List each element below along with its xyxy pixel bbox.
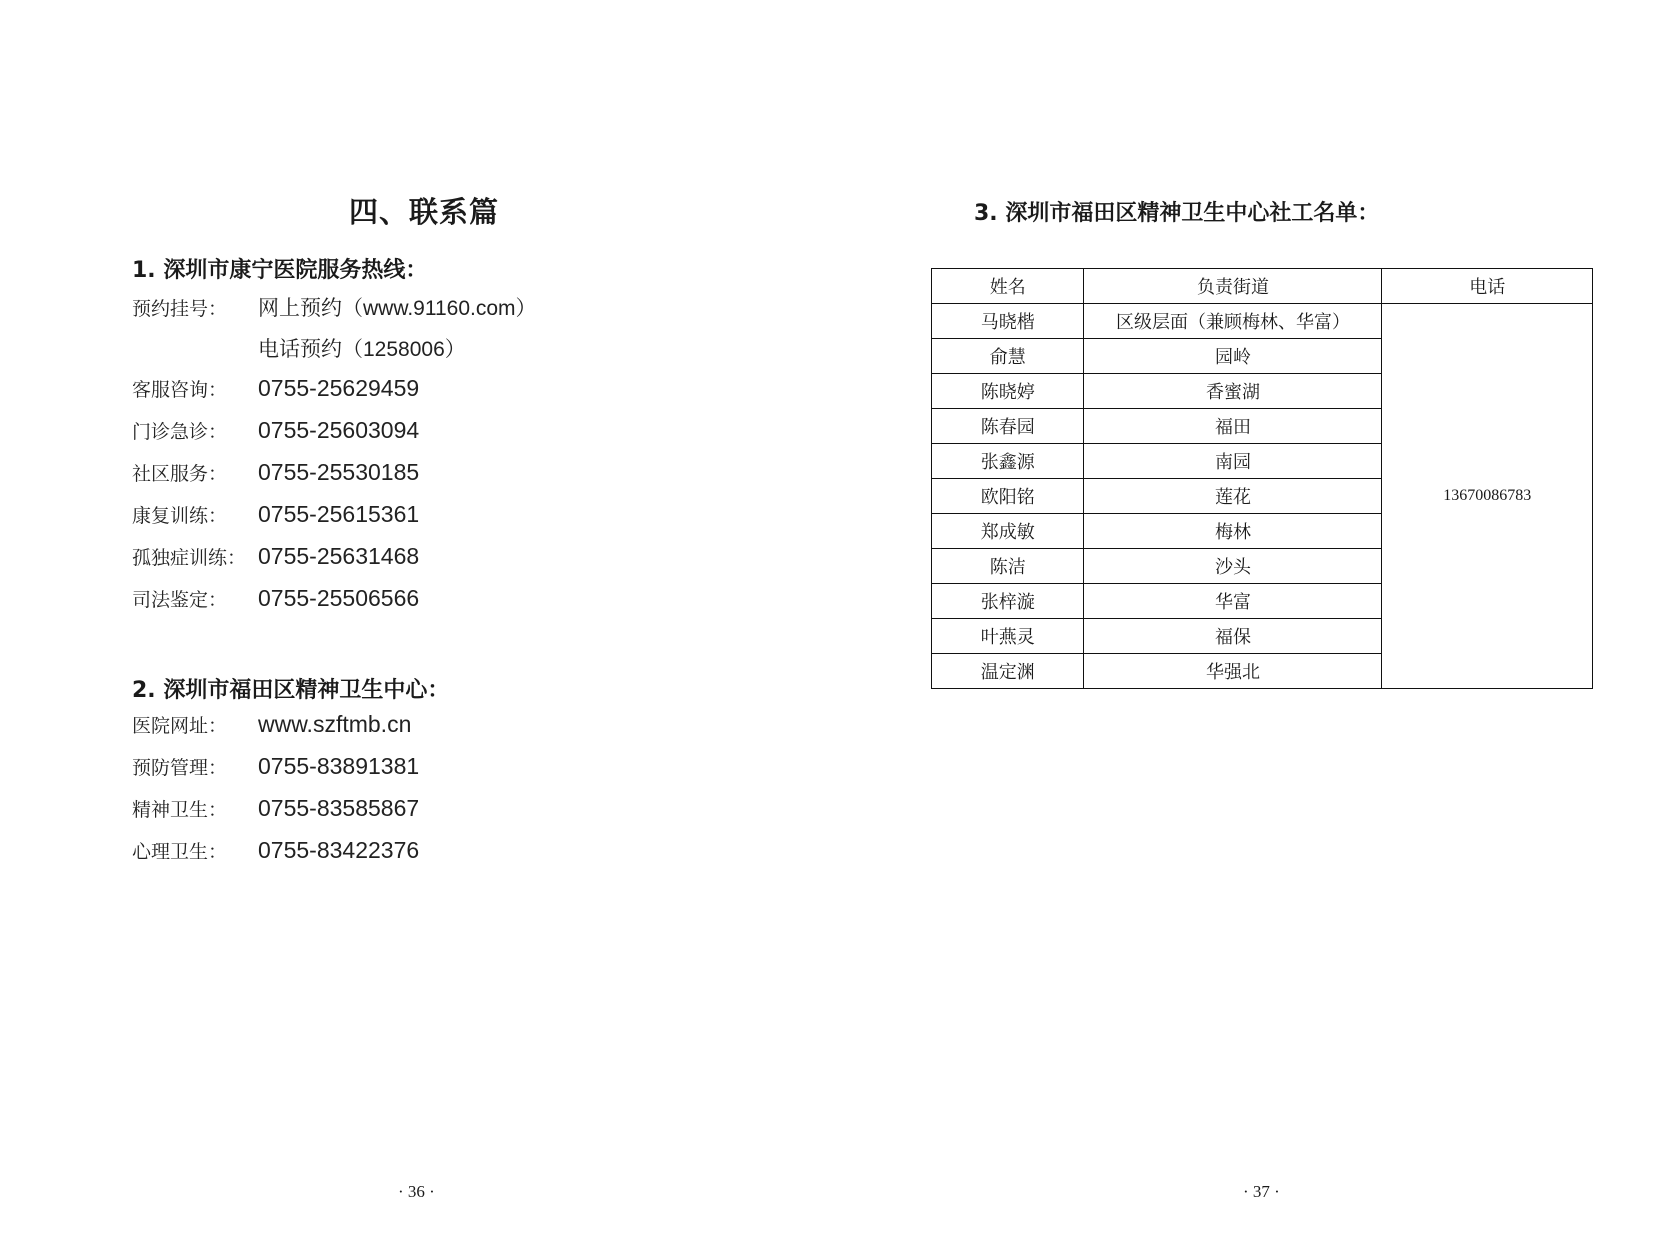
contact-value: 0755-25629459 xyxy=(258,375,420,401)
contact-row xyxy=(132,585,419,619)
contact-label: 康复训练： xyxy=(132,505,228,527)
cell-street: 福保 xyxy=(1084,619,1382,654)
cell-name: 温定渊 xyxy=(932,654,1084,689)
cell-name: 马晓楷 xyxy=(932,304,1084,339)
contact-row xyxy=(132,711,411,745)
contact-value: 0755-25631468 xyxy=(258,543,420,569)
cell-street: 华富 xyxy=(1084,584,1382,619)
contact-row xyxy=(132,333,466,367)
contact-value: 0755-25615361 xyxy=(258,501,420,527)
column-header-street: 负责街道 xyxy=(1084,269,1382,304)
cell-street: 福田 xyxy=(1084,409,1382,444)
table-header-row xyxy=(932,269,1593,304)
contact-value: 电话预约（1258006） xyxy=(258,338,466,361)
cell-street: 南园 xyxy=(1084,444,1382,479)
cell-street: 梅林 xyxy=(1084,514,1382,549)
contact-row xyxy=(132,459,419,493)
cell-phone: 13670086783 xyxy=(1382,304,1593,689)
contact-label: 司法鉴定： xyxy=(132,589,228,611)
cell-street: 区级层面（兼顾梅林、华富） xyxy=(1084,304,1382,339)
cell-name: 张梓漩 xyxy=(932,584,1084,619)
contact-value: 0755-83585867 xyxy=(258,795,420,821)
contact-row xyxy=(132,753,419,787)
contact-label: 心理卫生： xyxy=(132,841,228,863)
left-page xyxy=(0,0,838,1240)
cell-name: 叶燕灵 xyxy=(932,619,1084,654)
contact-row xyxy=(132,837,419,871)
contact-row xyxy=(132,375,419,409)
page-number: · 36 · xyxy=(398,1182,435,1201)
cell-name: 郑成敏 xyxy=(932,514,1084,549)
table-row xyxy=(932,304,1593,339)
social-worker-table xyxy=(931,268,1593,689)
contact-value: 0755-83891381 xyxy=(258,753,420,779)
contact-value: 网上预约（www.91160.com） xyxy=(258,297,537,320)
contact-value: www.szftmb.cn xyxy=(258,711,412,737)
contact-row xyxy=(132,543,419,577)
cell-name: 张鑫源 xyxy=(932,444,1084,479)
contact-label: 精神卫生： xyxy=(132,799,228,821)
contact-value: 0755-25530185 xyxy=(258,459,420,485)
cell-name: 俞慧 xyxy=(932,339,1084,374)
contact-label: 预约挂号： xyxy=(132,297,228,320)
contact-row xyxy=(132,501,419,535)
section-2-title: 2. 深圳市福田区精神卫生中心： xyxy=(132,678,450,703)
page-number: · 37 · xyxy=(1243,1182,1280,1201)
contact-row xyxy=(132,417,419,451)
cell-street: 香蜜湖 xyxy=(1084,374,1382,409)
contact-label: 客服咨询： xyxy=(132,379,228,401)
contact-value: 0755-25506566 xyxy=(258,585,420,611)
contact-row xyxy=(132,795,419,829)
cell-name: 陈晓婷 xyxy=(932,374,1084,409)
cell-name: 陈洁 xyxy=(932,549,1084,584)
cell-street: 华强北 xyxy=(1084,654,1382,689)
contact-label: 预防管理： xyxy=(132,757,228,779)
contact-label: 孤独症训练： xyxy=(132,547,247,569)
cell-street: 莲花 xyxy=(1084,479,1382,514)
cell-name: 陈春园 xyxy=(932,409,1084,444)
page-title: 四、联系篇 xyxy=(349,195,500,229)
contact-value: 0755-83422376 xyxy=(258,837,420,863)
right-page xyxy=(838,0,1677,1240)
section-3-title: 3. 深圳市福田区精神卫生中心社工名单： xyxy=(974,201,1380,226)
contact-label: 门诊急诊： xyxy=(132,421,228,443)
column-header-phone: 电话 xyxy=(1382,269,1593,304)
cell-name: 欧阳铭 xyxy=(932,479,1084,514)
contact-label: 医院网址： xyxy=(132,715,228,737)
section-1-title: 1. 深圳市康宁医院服务热线： xyxy=(132,258,428,283)
contact-label: 社区服务： xyxy=(132,463,228,485)
contact-value: 0755-25603094 xyxy=(258,417,420,443)
contact-row xyxy=(132,292,537,326)
column-header-name: 姓名 xyxy=(932,269,1084,304)
cell-street: 沙头 xyxy=(1084,549,1382,584)
cell-street: 园岭 xyxy=(1084,339,1382,374)
